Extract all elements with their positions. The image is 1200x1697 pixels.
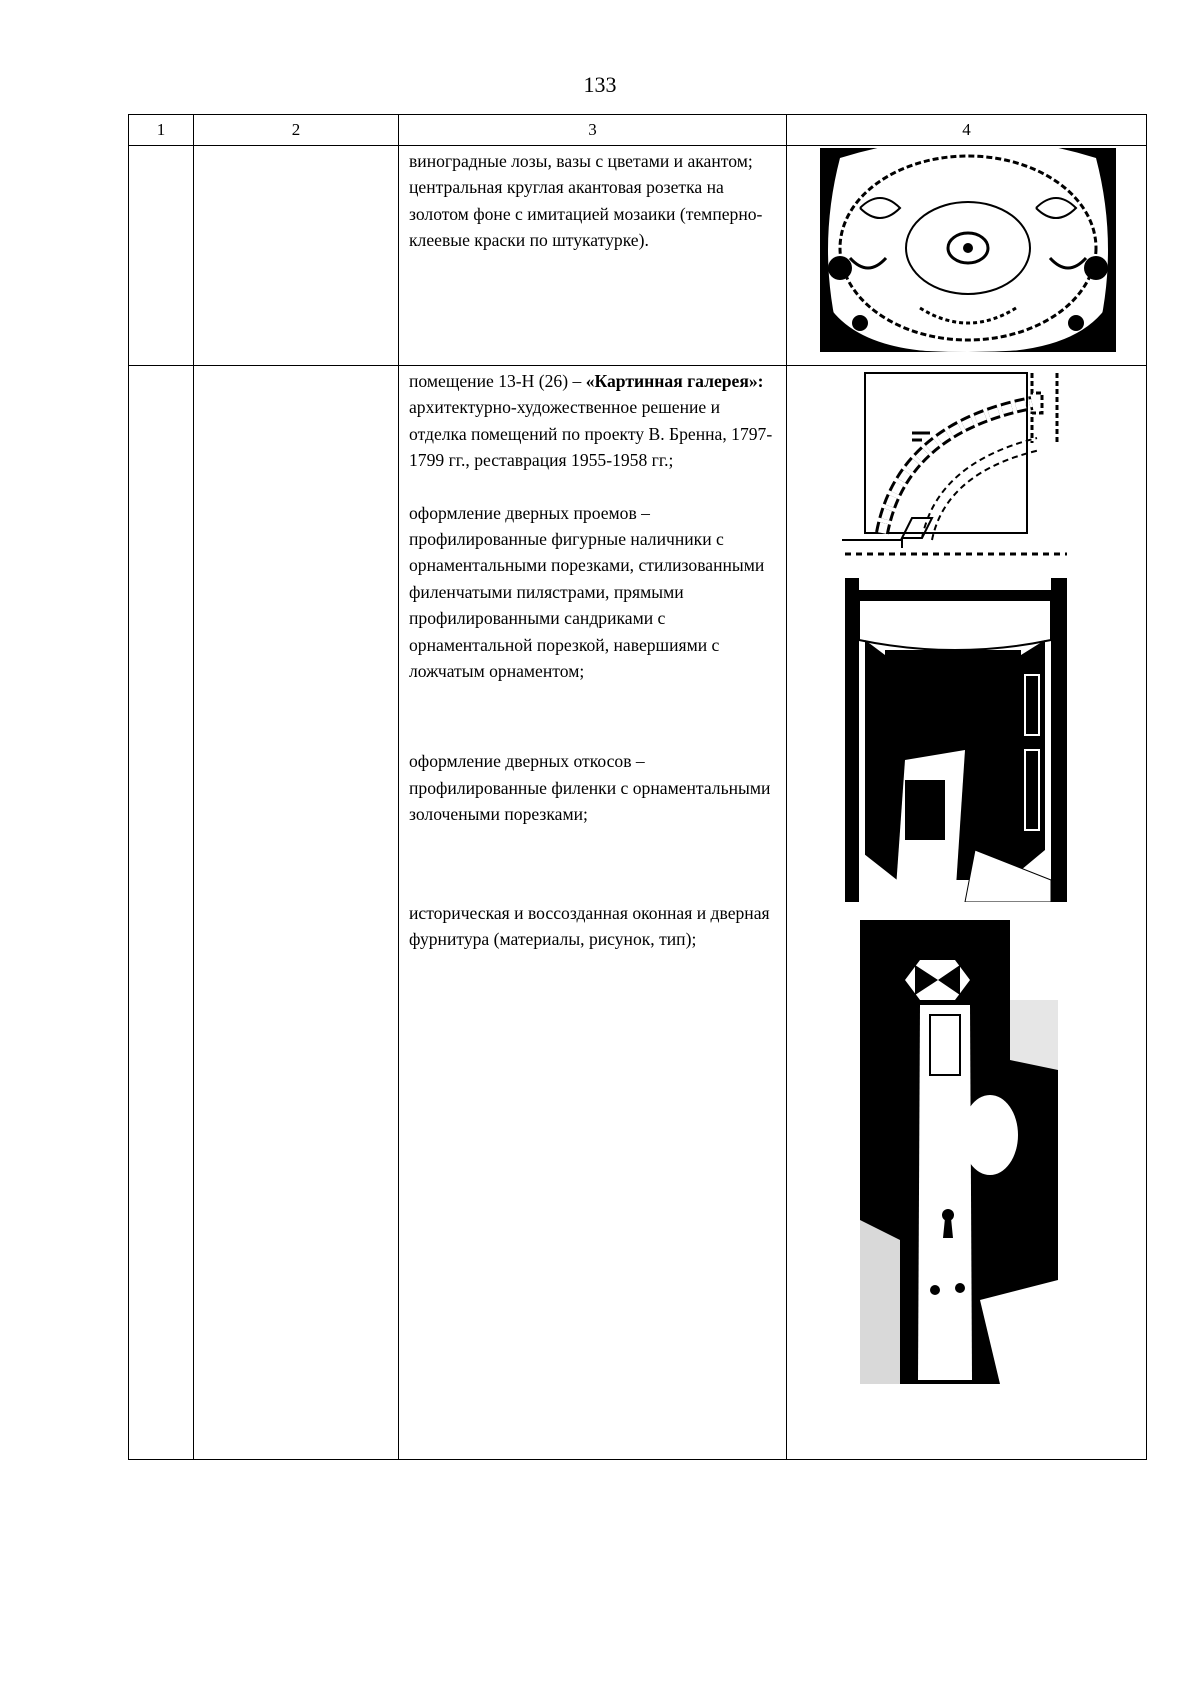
hardware-paragraph: историческая и воссозданная оконная и дверная фурнитура (материалы, рисунок, тип);: [409, 902, 770, 950]
floor-plan-drawing: [842, 368, 1082, 548]
room-name: «Картинная галерея»:: [585, 371, 764, 391]
page-number: 133: [583, 72, 617, 97]
door-frame-photo: [845, 550, 1067, 902]
table-row: [129, 146, 1147, 366]
door-openings-paragraph: оформление дверных проемов – профилированные фигурные наличники с орнаментальными порезками, стилизованными филенчатыми пилястрами, прямыми профилированными сандриками с орнаментальной порезкой, навершиями с ложчатым орнаментом;: [409, 502, 765, 682]
row2-col1: [129, 366, 194, 1460]
door-lock-hardware-photo: [860, 920, 1058, 1384]
architecture-paragraph: архитектурно-художественное решение и отделка помещений по проекту В. Бренна, 1797-1799 гг., реставрация 1955-1958 гг.;: [409, 397, 773, 471]
row1-col4: [787, 146, 1147, 366]
row2-col4: [787, 366, 1147, 1460]
table-row: [129, 366, 1147, 1460]
door-slopes-paragraph: оформление дверных откосов – профилированные филенки с орнаментальными золочеными порезками;: [409, 751, 771, 825]
header-col-2: 2: [194, 115, 399, 146]
ceiling-rosette-photo: [820, 148, 1116, 352]
room-heading: [409, 368, 776, 394]
row1-col1: [129, 146, 194, 366]
ceiling-description: виноградные лозы, вазы с цветами и акантом; центральная круглая акантовая розетка на золотом фоне с имитацией мозаики (темперно-клеевые краски по штукатурке).: [409, 151, 763, 251]
room-lead: помещение 13-Н (26) –: [409, 371, 586, 391]
row1-col2: [194, 146, 399, 366]
header-col-4: 4: [787, 115, 1147, 146]
header-col-3: 3: [399, 115, 787, 146]
table-header-row: [129, 115, 1147, 146]
row1-col3: [399, 146, 787, 366]
document-table: [128, 114, 1147, 1460]
row2-col3: [399, 366, 787, 1460]
row2-col2: [194, 366, 399, 1460]
header-col-1: 1: [129, 115, 194, 146]
